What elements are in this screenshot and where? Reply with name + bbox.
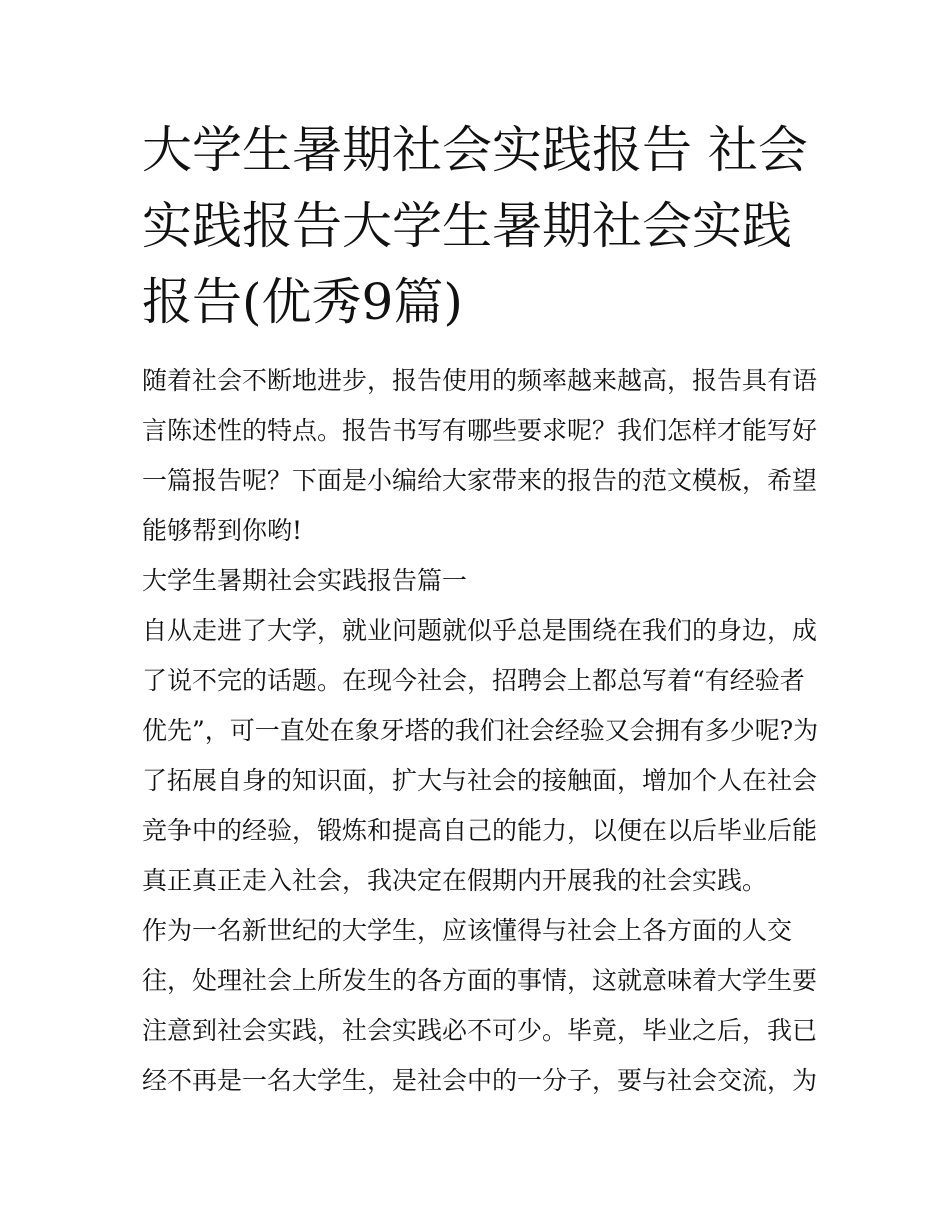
section-heading: 大学生暑期社会实践报告篇一 xyxy=(142,566,468,595)
text-line: 优先”，可一直处在象牙塔的我们社会经验又会拥有多少呢?为 xyxy=(142,716,819,745)
document-title: 大学生暑期社会实践报告 社会 实践报告大学生暑期社会实践 报告(优秀9篇) xyxy=(142,121,808,331)
text-line: 能够帮到你哟! xyxy=(142,516,303,545)
text-line: 真正真正走入社会，我决定在假期内开展我的社会实践。 xyxy=(142,866,768,895)
text-line: 一篇报告呢？下面是小编给大家带来的报告的范文模板，希望 xyxy=(142,466,818,495)
text-line: 随着社会不断地进步，报告使用的频率越来越高，报告具有语 xyxy=(142,366,818,395)
text-line: 往，处理社会上所发生的各方面的事情，这就意味着大学生要 xyxy=(142,966,818,995)
text-line: 注意到社会实践，社会实践必不可少。毕竟，毕业之后，我已 xyxy=(142,1016,818,1045)
text-line: 作为一名新世纪的大学生，应该懂得与社会上各方面的人交 xyxy=(142,916,793,945)
text-line: 了拓展自身的知识面，扩大与社会的接触面，增加个人在社会 xyxy=(142,766,818,795)
text-line: 了说不完的话题。在现今社会，招聘会上都总写着“有经验者 xyxy=(142,666,805,695)
text-line: 经不再是一名大学生，是社会中的一分子，要与社会交流，为 xyxy=(142,1066,818,1095)
text-line: 竞争中的经验，锻炼和提高自己的能力，以便在以后毕业后能 xyxy=(142,816,818,845)
text-line: 自从走进了大学，就业问题就似乎总是围绕在我们的身边，成 xyxy=(142,616,818,645)
text-line: 言陈述性的特点。报告书写有哪些要求呢？我们怎样才能写好 xyxy=(142,416,818,445)
